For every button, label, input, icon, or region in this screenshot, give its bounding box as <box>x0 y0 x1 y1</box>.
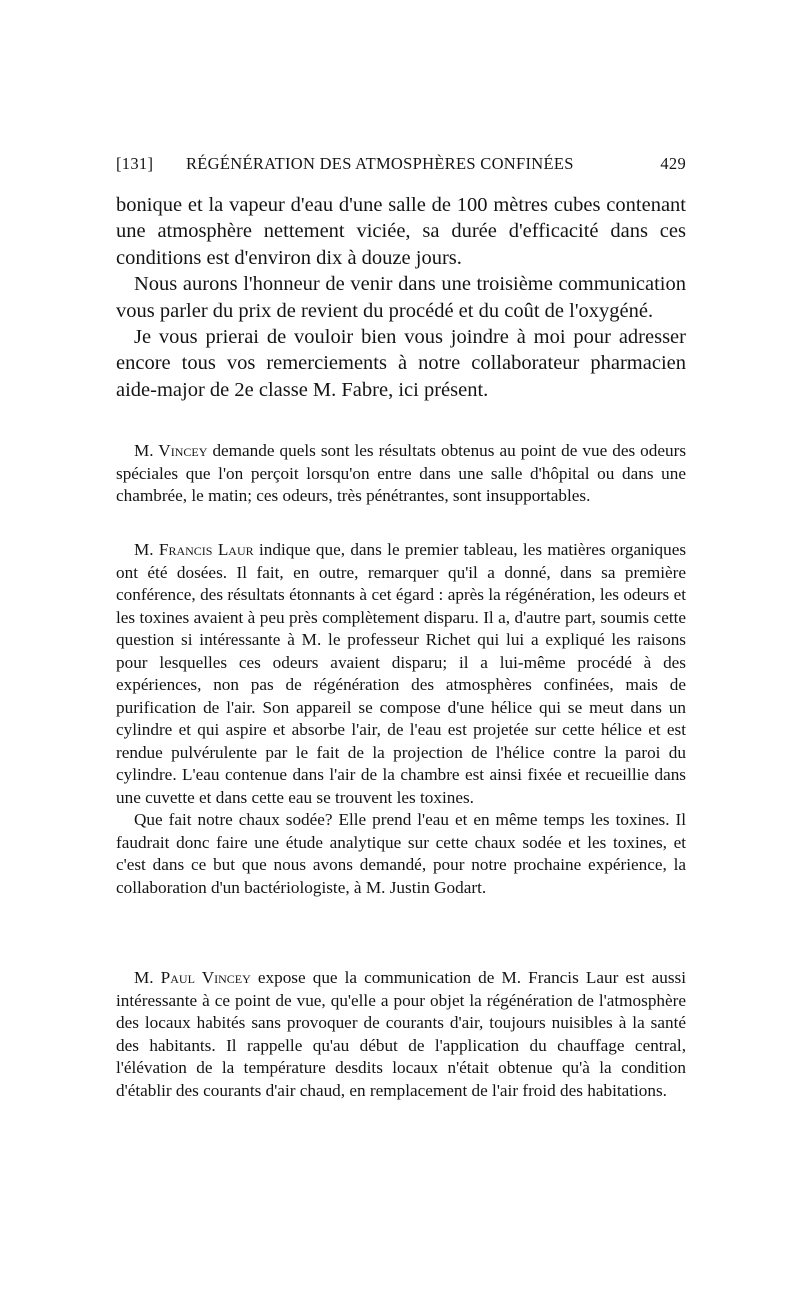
discussion-paul-vincey <box>116 967 686 1102</box>
laur-paragraph <box>116 539 686 809</box>
vincey-remark: demande quels sont les résultats obtenus au point de vue des odeurs spéciales que l'on perçoit lorsqu'on entre dans une salle d'hôpital ou dans une chambrée, le matin; ces odeurs, très pénétrantes, sont insupportables. <box>116 441 687 505</box>
paragraph-thanks: Je vous prierai de vouloir bien vous joindre à moi pour adresser encore tous vos remerciements à notre collaborateur pharmacien aide-major de 2e classe M. Fabre, ici présent. <box>116 326 686 401</box>
laur-paragraph-2: Que fait notre chaux sodée? Elle prend l'eau et en même temps les toxines. Il faudrait donc faire une étude analytique sur cette chaux sodée et les toxines, et c'est dans ce but que nous avons demandé, pour notre prochaine expérience, la collaboration d'un bactériologiste, à M. Justin Godart. <box>116 810 686 897</box>
page-reference: [131] <box>116 154 154 173</box>
speaker-name: M. Francis Laur <box>134 540 254 559</box>
discussion-laur <box>116 539 686 899</box>
report-conclusion <box>116 192 686 403</box>
vincey-paragraph <box>116 440 686 508</box>
page-number: 429 <box>660 154 686 173</box>
speaker-name: M. Paul Vincey <box>134 968 251 987</box>
discussion-vincey <box>116 440 686 508</box>
laur-remark: indique que, dans le premier tableau, les matières organiques ont été dosées. Il fait, en outre, remarquer qu'il a donné, dans sa première conférence, des résultats étonnants à cet égard : après la régénération, les odeurs et les toxines avaient à peu près complètement disparu. Il a, d'autre part, soumis cette question si intéressante à M. le professeur Richet qui lui a expliqué les raisons pour lesquelles ces odeurs avaient disparu; il a lui-même procédé à des expériences, non pas de régénération des atmosphères confinées, mais de purification de l'air. Son appareil se compose d'une hélice qui se meut dans un cylindre et qui aspire et absorbe l'air, de l'eau est projetée sur cette hélice et est rendue pulvérulente par le fait de la projection de l'hélice contre la paroi du cylindre. L'eau contenue dans l'air de la chambre est ainsi fixée et recueillie dans une cuvette et dans cette eau se trouvent les toxines. <box>116 540 687 807</box>
paul-vincey-paragraph <box>116 967 686 1102</box>
paragraph-efficacy: bonique et la vapeur d'eau d'une salle de 100 mètres cubes contenant une atmosphère nettement viciée, sa durée d'efficacité dans ces conditions est d'environ dix à douze jours. <box>116 194 686 269</box>
running-title: RÉGÉNÉRATION DES ATMOSPHÈRES CONFINÉES <box>186 154 574 173</box>
running-header <box>116 154 686 178</box>
speaker-name: M. Vincey <box>134 441 208 460</box>
paragraph-cost: Nous aurons l'honneur de venir dans une troisième communication vous parler du prix de revient du procédé et du coût de l'oxygéné. <box>116 273 686 322</box>
paul-vincey-remark: expose que la communication de M. Francis Laur est aussi intéressante à ce point de vue, qu'elle a pour objet la régénération de l'atmosphère des locaux habités sans provoquer de courants d'air, toujours nuisibles à la santé des habitants. Il rappelle qu'au début de l'application du chauffage central, l'élévation de la température desdits locaux n'était obtenue qu'à la condition d'établir des courants d'air chaud, en remplacement de l'air froid des habitations. <box>116 968 686 1100</box>
